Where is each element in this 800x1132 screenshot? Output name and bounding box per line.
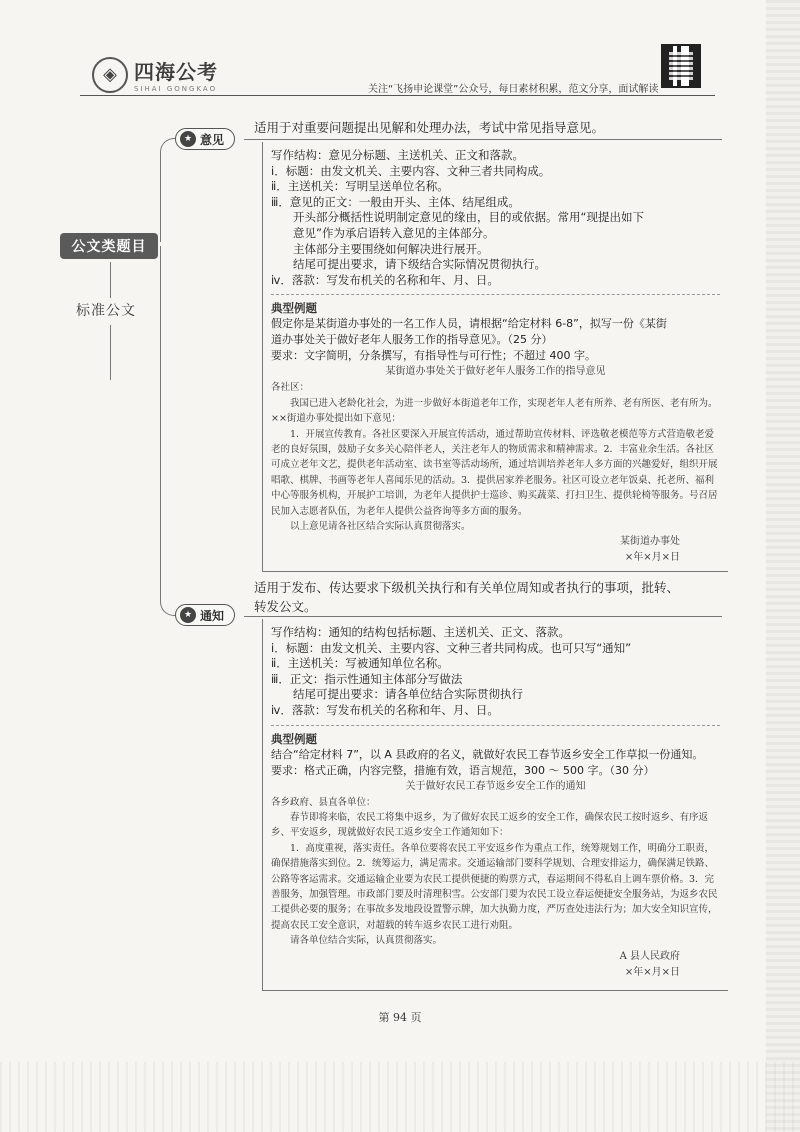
scan-edge <box>766 0 800 1132</box>
notice-divider <box>271 725 720 726</box>
mindmap-root: 公文类题目 <box>60 233 158 259</box>
opinion-letter-greeting: 各社区： <box>271 382 310 394</box>
opinion-letter-paragraph: 1．开展宣传教育。各社区要深入开展宣传活动，通过帮助宣传材料、评选敬老模范等方式营造敬老爱老的良好氛围，鼓励子女多关心陪伴老人，关注老年人的物质需求和精神需求。2．丰富业余生活。各社区可成立老年文艺，提供老年活动室、读书室等活动场所，通过培训培养老年人多方面的兴趣爱好，组织开展唱歌、棋牌、书画等老年人喜闻乐见的活动。3．提供居家养老服务。社区可设立老年饭桌、托老所、福利中心等服务机构，开展护工培训，为老年人提供护士巡诊、购买蔬菜、打扫卫生、提供轮椅等服务。号召居民加入志愿者队伍，为老年人提供公益咨询等多方面的服务。 <box>271 428 718 517</box>
opinion-structure-line: ⅲ．意见的正文：一般由开头、主体、结尾组成。 <box>271 194 520 209</box>
notice-structure-line: ⅱ．主送机关：写被通知单位名称。 <box>271 656 449 671</box>
notice-intro <box>254 578 724 616</box>
qr-code-icon <box>661 44 701 88</box>
opinion-question-line: 要求：文字简明，分条撰写，有指导性与可行性；不超过 400 字。 <box>271 349 596 363</box>
notice-letter-date: ×年×月×日 <box>624 966 680 978</box>
notice-example-title: 典型例题 <box>271 731 317 746</box>
connector-root-sub <box>110 262 111 298</box>
notice-letter-sign: A 县人民政府 <box>619 950 680 962</box>
notice-structure-line: 写作结构：通知的结构包括标题、主送机关、正文、落款。 <box>271 625 570 639</box>
notice-label <box>175 604 235 626</box>
connector-sub-down <box>110 325 111 380</box>
opinion-label <box>175 128 235 150</box>
header-rule <box>80 95 715 96</box>
notice-letter-title: 关于做好农民工春节返乡安全工作的通知 <box>405 780 586 792</box>
opinion-letter-paragraph: 以上意见请各社区结合实际认真贯彻落实。 <box>290 521 471 532</box>
notice-letter-greeting: 各乡政府、县直各单位： <box>271 796 376 808</box>
page-number: 第 94 页 <box>378 1011 422 1024</box>
opinion-icon: ★ <box>180 131 196 147</box>
opinion-letter-title: 某街道办事处关于做好老年人服务工作的指导意见 <box>385 366 606 378</box>
opinion-structure-line: 主体部分主要围绕如何解决进行展开。 <box>293 241 489 256</box>
notice-question-line: 要求：格式正确，内容完整，措施有效，语言规范，300 ～ 500 字。（30 分） <box>271 763 655 777</box>
notice-structure-line: ⅳ．落款：写发布机关的名称和年、月、日。 <box>271 702 499 717</box>
opinion-question-line: 假定你是某街道办事处的一名工作人员，请根据“给定材料 6-8”，拟写一份《某街 <box>271 317 667 331</box>
opinion-structure-line: 开头部分概括性说明制定意见的缘由，目的或依据。常用“现提出如下 <box>293 210 644 225</box>
opinion-intro: 适用于对重要问题提出见解和处理办法，考试中常见指导意见。 <box>254 120 605 135</box>
notice-intro-line: 转发公文。 <box>254 599 317 614</box>
opinion-letter-date: ×年×月×日 <box>624 552 680 564</box>
header-note: 关注“飞扬申论课堂”公众号，每日素材积累，范文分享，面试解读 <box>368 84 659 95</box>
notice-intro-rule <box>244 616 722 617</box>
opinion-structure-line: 写作结构：意见分标题、主送机关、正文和落款。 <box>271 148 524 162</box>
notice-box <box>262 619 728 991</box>
logo-title: 四海公考 <box>134 60 218 84</box>
connector-notice <box>160 246 176 616</box>
opinion-letter-paragraph: 我国已进入老龄化社会，为进一步做好本街道老年工作，实现老年人老有所养、老有所医、老有所为。××街道办事处提出如下意见： <box>271 397 718 425</box>
notice-label-text: 通知 <box>200 608 225 623</box>
opinion-structure-line: ⅱ．主送机关：写明呈送单位名称。 <box>271 179 449 194</box>
notice-letter-paragraph: 春节即将来临，农民工将集中返乡，为了做好农民工返乡的安全工作，确保农民工按时返乡、有序返乡、平安返乡，现就做好农民工返乡安全工作通知如下： <box>271 811 709 839</box>
opinion-letter-sign: 某街道办事处 <box>620 536 680 548</box>
mindmap-sub: 标准公文 <box>76 303 136 319</box>
opinion-intro-rule <box>244 139 722 140</box>
connector-opinion <box>160 138 176 242</box>
notice-intro-line: 适用于发布、传达要求下级机关执行和有关单位周知或者执行的事项，批转、 <box>254 580 680 595</box>
notice-letter-paragraph: 1．高度重视，落实责任。各单位要将农民工平安返乡作为重点工作，统筹规划工作，明确分工职责，确保措施落实到位。2．统筹运力，满足需求。交通运输部门要科学规划、合理安排运力，确保满足铁路、公路等客运需求。交通运输企业要为农民工提供便捷的购票方式，春运期间不得私自上调车票价格。3．完善服务，加强管理。市政部门要及时清理积雪。公安部门要为农民工设立春运便捷安全服务站，为返乡农民工提供必要的服务；在事故多发地段设置警示牌，加大执勤力度，严厉查处违法行为；加大安全知识宣传，提高农民工安全意识，对超载的转车返乡农民工进行劝阻。 <box>271 842 718 931</box>
opinion-structure-line: ⅳ．落款：写发布机关的名称和年、月、日。 <box>271 272 499 287</box>
notice-structure-line: ⅲ．正文：指示性通知主体部分写做法 <box>271 671 463 686</box>
opinion-divider <box>271 294 720 295</box>
notice-structure-line: 结尾可提出要求：请各单位结合实际贯彻执行 <box>293 687 523 702</box>
logo-emblem-icon: ◈ <box>92 57 128 93</box>
opinion-structure-line: 结尾可提出要求，请下级结合实际情况贯彻执行。 <box>293 257 546 272</box>
notice-question-line: 结合“给定材料 7”，以 A 县政府的名义，就做好农民工春节返乡安全工作草拟一份通知。 <box>271 747 704 761</box>
opinion-question-line: 道办事处关于做好老年人服务工作的指导意见》。（25 分） <box>271 333 553 347</box>
notice-icon: ★ <box>180 607 196 623</box>
scan-noise <box>0 1062 800 1132</box>
opinion-box <box>262 142 728 572</box>
logo-subtitle: SIHAI GONGKAO <box>134 85 218 93</box>
brand-logo <box>92 56 218 93</box>
opinion-structure-line: 意见”作为承启语转入意见的主体部分。 <box>293 225 495 240</box>
notice-structure-line: ⅰ．标题：由发文机关、主要内容、文种三者共同构成。也可只写“通知” <box>271 640 632 655</box>
opinion-example-title: 典型例题 <box>271 301 317 316</box>
opinion-structure-line: ⅰ．标题：由发文机关、主要内容、文种三者共同构成。 <box>271 163 551 178</box>
opinion-label-text: 意见 <box>200 132 225 147</box>
notice-letter-paragraph: 请各单位结合实际，认真贯彻落实。 <box>290 935 443 947</box>
